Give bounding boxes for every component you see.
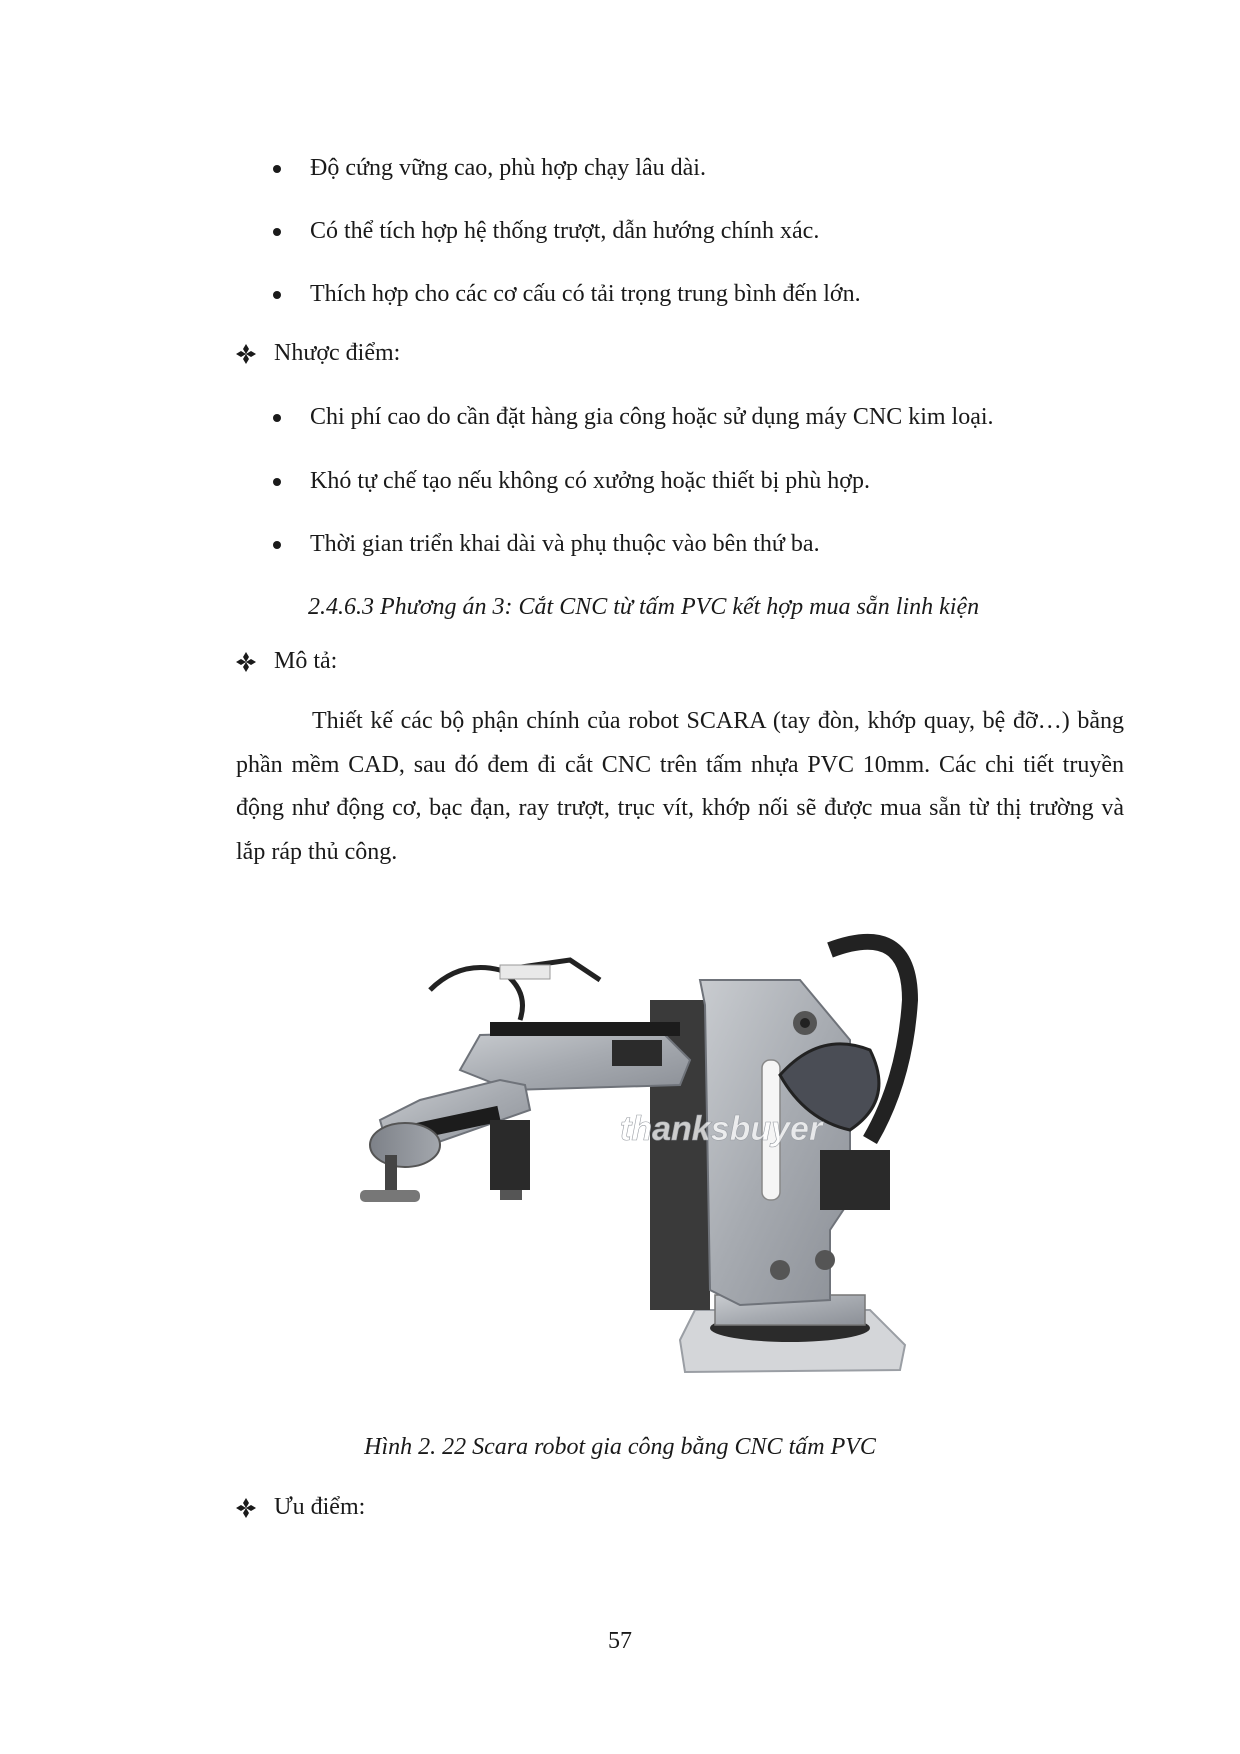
description-paragraph: Thiết kế các bộ phận chính của robot SCARA (tay đòn, khớp quay, bệ đỡ…) bằng phần mềm CAD, sau đó đem đi cắt CNC trên tấm nhựa PVC 10mm. Các chi tiết truyền động như động cơ, bạc đạn, ray trượt, trục vít, khớp nối sẽ được mua sẵn từ thị trường và lắp ráp thủ công.	[236, 708, 1124, 865]
page-number: 57	[608, 1628, 632, 1654]
diamond-bullet-icon	[236, 652, 256, 672]
list-item-text: Thích hợp cho các cơ cấu có tải trọng trung bình đến lớn.	[310, 281, 861, 307]
heading-text: Mô tả:	[274, 648, 338, 674]
heading-text: Nhược điểm:	[274, 340, 401, 366]
list-item-text: Có thể tích hợp hệ thống trượt, dẫn hướng chính xác.	[310, 218, 820, 244]
section-heading: 2.4.6.3 Phương án 3: Cắt CNC từ tấm PVC kết hợp mua sẵn linh kiện	[308, 594, 980, 620]
bullet-icon	[273, 541, 281, 549]
diamond-bullet-icon	[236, 344, 256, 364]
bullet-icon	[273, 414, 281, 422]
bullet-icon	[273, 291, 281, 299]
watermark-text: thanksbuyer	[620, 1110, 823, 1148]
bullet-icon	[273, 478, 281, 486]
list-item-text: Độ cứng vững cao, phù hợp chạy lâu dài.	[310, 155, 706, 181]
diamond-bullet-icon	[236, 1498, 256, 1518]
list-item-text: Chi phí cao do cần đặt hàng gia công hoặc sử dụng máy CNC kim loại.	[310, 404, 994, 430]
bullet-icon	[273, 228, 281, 236]
bullet-icon	[273, 165, 281, 173]
heading-text: Ưu điểm:	[274, 1494, 366, 1520]
scara-robot-image	[350, 910, 950, 1390]
list-item-text: Thời gian triển khai dài và phụ thuộc vào bên thứ ba.	[310, 531, 820, 557]
list-item-text: Khó tự chế tạo nếu không có xưởng hoặc thiết bị phù hợp.	[310, 468, 870, 494]
figure-caption: Hình 2. 22 Scara robot gia công bằng CNC tấm PVC	[364, 1434, 876, 1460]
